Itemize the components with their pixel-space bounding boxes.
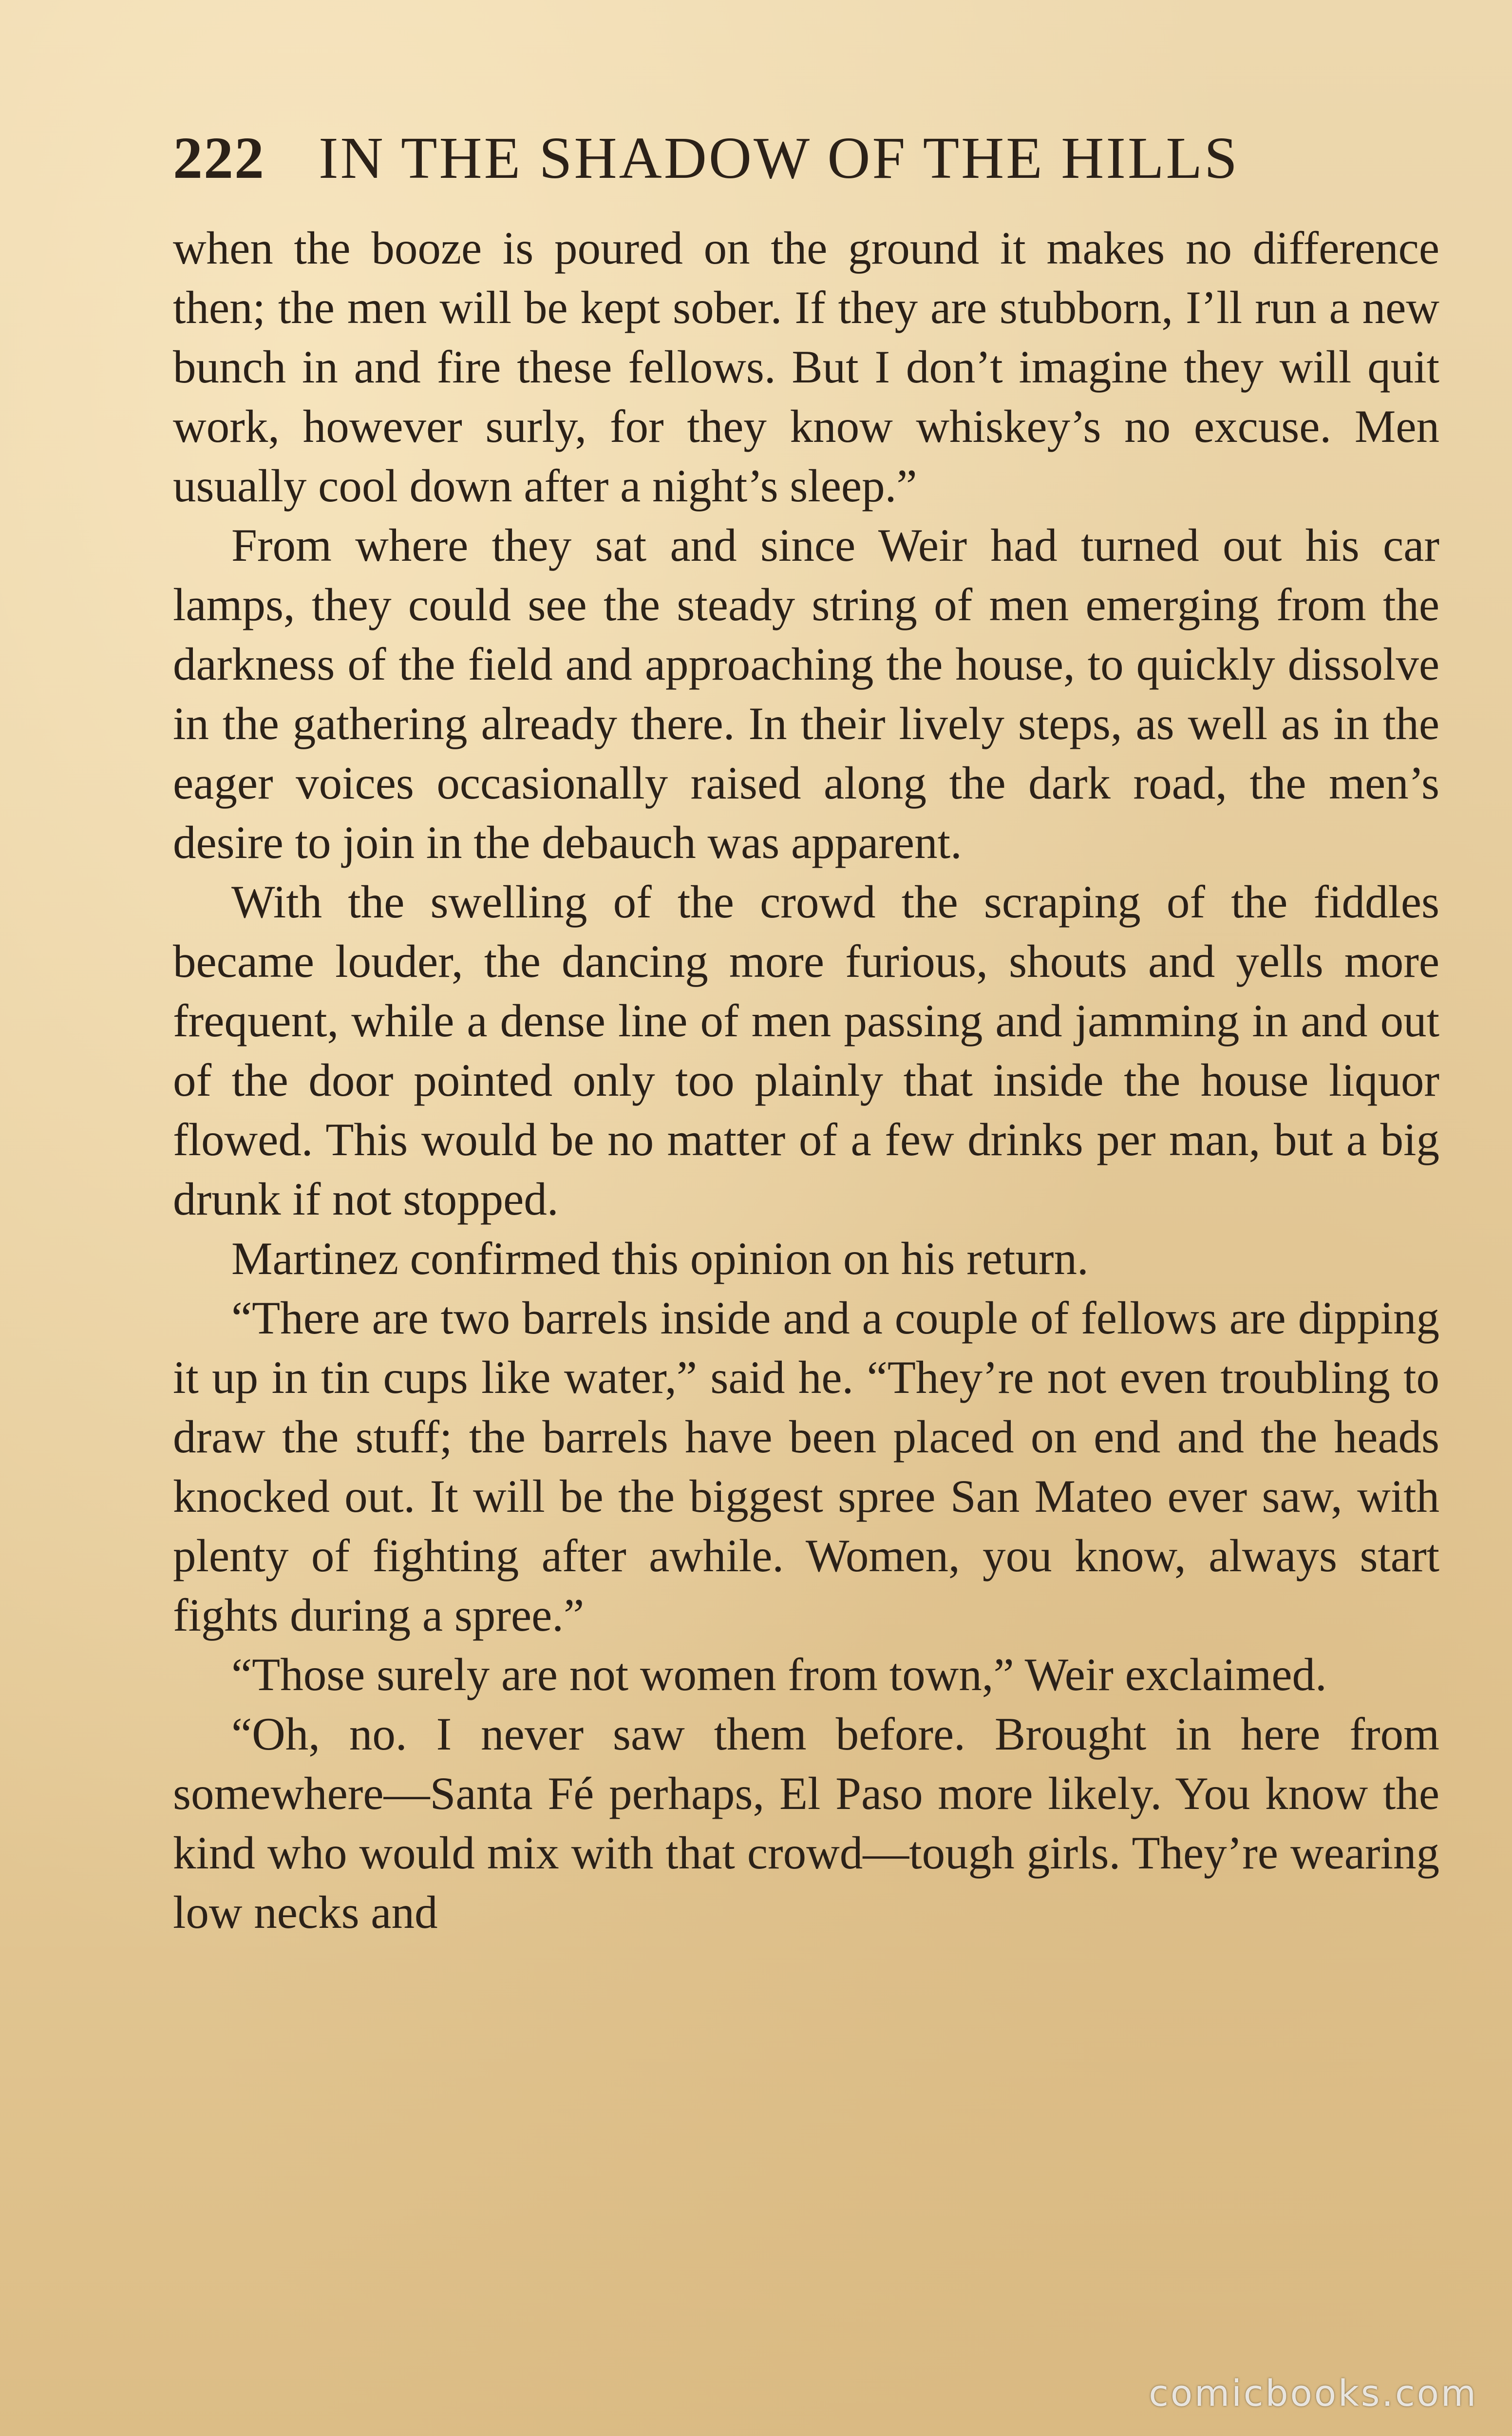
book-page bbox=[173, 117, 1439, 2319]
paragraph: when the booze is poured on the ground it makes no difference then; the men will be kept sober. If they are stubborn, I’ll run a new bunch in and fire these fellows. But I don’t imagine they will quit work, however surly, for they know whiskey’s no excuse. Men usually cool down after a night’s sleep.” bbox=[173, 222, 1439, 512]
page-number: 222 bbox=[173, 125, 265, 191]
paragraph: “Oh, no. I never saw them before. Brought in here from somewhere—Santa Fé perhaps, El Paso more likely. You know the kind who would mix with that crowd—tough girls. They’re wearing low necks and bbox=[173, 1708, 1439, 1938]
paragraph: Martinez confirmed this opinion on his return. bbox=[231, 1233, 1089, 1284]
running-title: IN THE SHADOW OF THE HILLS bbox=[319, 125, 1239, 191]
paragraph: “Those surely are not women from town,” Weir exclaimed. bbox=[231, 1649, 1327, 1700]
running-head bbox=[173, 117, 1439, 200]
watermark: comicbooks.com bbox=[1149, 2373, 1478, 2415]
paragraph: From where they sat and since Weir had turned out his car lamps, they could see the steady string of men emerging from the darkness of the field and approaching the house, to quickly dissolve in the gathering already there. In their lively steps, as well as in the eager voices occasionally raised along the dark road, the men’s desire to join in the debauch was apparent. bbox=[173, 519, 1439, 868]
paragraph: With the swelling of the crowd the scraping of the fiddles became louder, the dancing more furious, shouts and yells more frequent, while a dense line of men passing and jamming in and out of the door pointed only too plainly that inside the house liquor flowed. This would be no matter of a few drinks per man, but a big drunk if not stopped. bbox=[173, 876, 1439, 1225]
body-text bbox=[173, 218, 1439, 1942]
paragraph: “There are two barrels inside and a couple of fellows are dipping it up in tin cups like water,” said he. “They’re not even troubling to draw the stuff; the barrels have been placed on end and the heads knocked out. It will be the biggest spree San Mateo ever saw, with plenty of fighting after awhile. Women, you know, always start fights during a spree.” bbox=[173, 1292, 1439, 1641]
